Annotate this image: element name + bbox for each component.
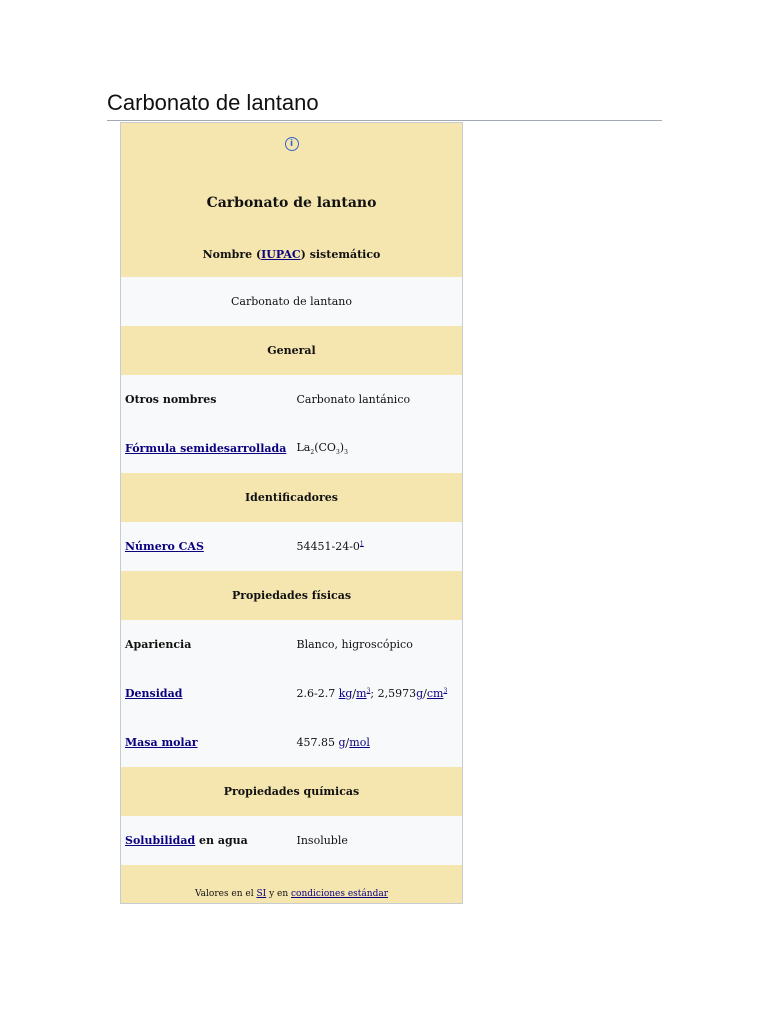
cas-value: 54451-24-0: [296, 540, 360, 553]
densidad-text: 2.6-2.7: [296, 687, 339, 700]
formula-value: [293, 441, 463, 456]
iupac-link[interactable]: IUPAC: [261, 248, 301, 261]
infobox-footer: [121, 865, 462, 903]
formula-part: (CO: [314, 440, 336, 454]
infobox-header: [121, 123, 462, 277]
cm3-sup[interactable]: 3: [443, 687, 448, 695]
section-identifiers: [121, 473, 462, 522]
si-link[interactable]: SI: [256, 889, 267, 899]
formula-link[interactable]: Fórmula semidesarrollada: [125, 442, 287, 455]
row-otros-nombres: [121, 375, 462, 424]
formula-label-cell: [121, 442, 293, 455]
densidad-link[interactable]: Densidad: [125, 687, 183, 700]
section-general-label: General: [267, 344, 316, 357]
apariencia-label: Apariencia: [125, 638, 192, 651]
cm3-link[interactable]: cm: [426, 687, 444, 700]
otros-nombres-value: Carbonato lantánico: [296, 393, 411, 406]
solubilidad-link[interactable]: Solubilidad: [125, 834, 196, 847]
footer-middle: y en: [266, 889, 292, 899]
densidad-label-cell: [121, 687, 293, 700]
row-apariencia: [121, 620, 462, 669]
solubilidad-value: Insoluble: [296, 834, 348, 847]
formula-part: ): [339, 440, 345, 454]
masa-molar-text: 457.85: [296, 736, 339, 749]
row-densidad: [121, 669, 462, 718]
g-link[interactable]: g: [338, 736, 346, 749]
densidad-text: ; 2,5973: [370, 687, 417, 700]
section-physical: [121, 571, 462, 620]
iupac-heading-suffix: ) sistemático: [300, 248, 381, 261]
info-icon[interactable]: i: [285, 137, 299, 151]
formula-sub: 3: [344, 449, 348, 457]
kg-link[interactable]: kg: [338, 687, 353, 700]
standard-conditions-link[interactable]: condiciones estándar: [291, 889, 389, 899]
m3-link[interactable]: m: [356, 687, 367, 700]
g-link[interactable]: g: [416, 687, 424, 700]
row-masa-molar: [121, 718, 462, 767]
iupac-name-row: [121, 277, 462, 326]
infobox-title: Carbonato de lantano: [206, 195, 377, 211]
unit-slash: /: [352, 687, 357, 700]
page-title: Carbonato de lantano: [107, 90, 319, 115]
section-physical-label: Propiedades físicas: [231, 589, 352, 602]
cas-value-cell: [293, 540, 463, 553]
formula-sub: 3: [335, 449, 340, 457]
iupac-heading: [203, 248, 381, 261]
m3-sup[interactable]: 3: [366, 687, 371, 695]
densidad-value: [293, 687, 463, 700]
iupac-name-value: Carbonato de lantano: [231, 295, 352, 308]
cas-ref-link[interactable]: 1: [359, 540, 364, 548]
iupac-heading-prefix: Nombre (: [202, 248, 262, 261]
masa-molar-value: [293, 736, 463, 749]
formula-sub: 2: [310, 449, 315, 457]
section-identifiers-label: Identificadores: [245, 491, 338, 504]
otros-nombres-label: Otros nombres: [125, 393, 217, 406]
masa-molar-link[interactable]: Masa molar: [125, 736, 198, 749]
section-general: [121, 326, 462, 375]
row-solubilidad: [121, 816, 462, 865]
section-chemical: [121, 767, 462, 816]
section-chemical-label: Propiedades químicas: [223, 785, 360, 798]
cas-link[interactable]: Número CAS: [125, 540, 204, 553]
title-divider: [107, 120, 662, 121]
chem-infobox: [120, 122, 463, 904]
masa-molar-label-cell: [121, 736, 293, 749]
cas-label-cell: [121, 540, 293, 553]
solubilidad-label-cell: [121, 834, 293, 847]
unit-slash: /: [345, 736, 350, 749]
mol-link[interactable]: mol: [349, 736, 370, 749]
apariencia-value: Blanco, higroscópico: [296, 638, 413, 651]
row-formula: [121, 424, 462, 473]
row-cas: [121, 522, 462, 571]
footer-text: [195, 889, 388, 899]
footer-prefix: Valores en el: [194, 889, 257, 899]
formula-part: La: [296, 440, 311, 454]
solubilidad-suffix: en agua: [195, 834, 248, 847]
unit-slash: /: [423, 687, 427, 700]
